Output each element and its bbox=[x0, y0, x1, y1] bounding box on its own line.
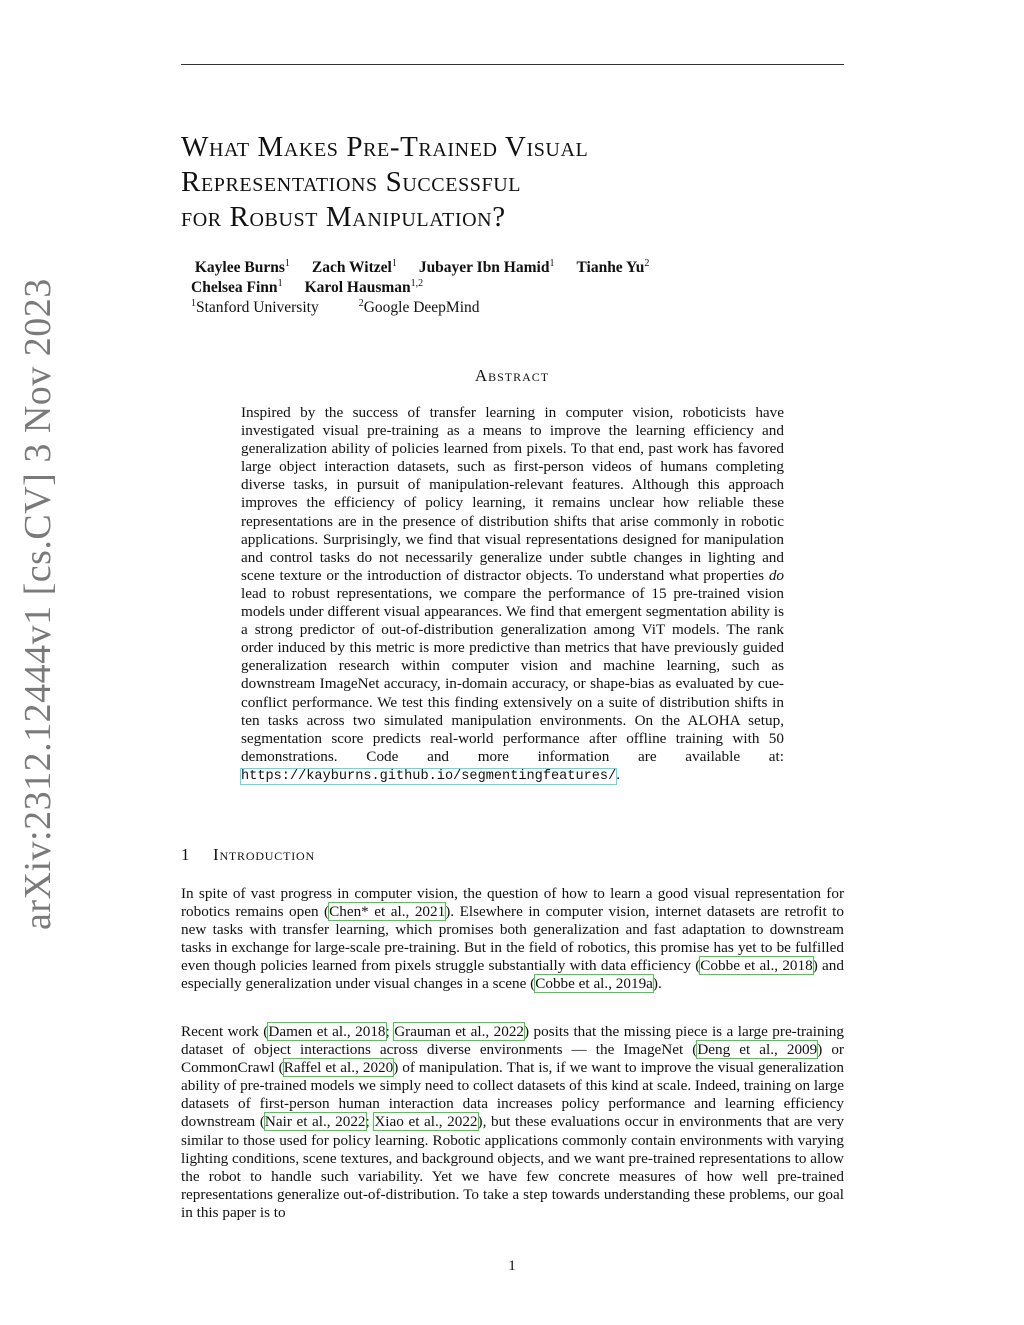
body-text: ) and especially generalization under visual changes in a scene ( bbox=[181, 957, 844, 993]
author-block bbox=[191, 258, 649, 318]
author-row bbox=[191, 258, 649, 278]
institution: Stanford University bbox=[196, 299, 319, 316]
citation-link[interactable]: Grauman et al., 2022 bbox=[394, 1023, 525, 1040]
body-text: ), but these evaluations occur in environments that are very similar to those used for policy learning. Robotic applications commonly contain environments with varying lighting conditions, scene textures, and background objects, and we want pre-trained representations to allow the robot to handle such variability. Yet we have few concrete measures of how well pre-trained representations generalize out-of-distribution. To take a step towards understanding these problems, our goal in this paper is to bbox=[181, 1113, 844, 1221]
affiliation-mark: 1 bbox=[277, 278, 283, 289]
abstract-text: Inspired by the success of transfer learning in computer vision, roboticists have investigated visual pre-training as a means to improve the learning efficiency and generalization ability of policies learned from pixels. To that end, past work has favored large object interaction datasets, such as first-person videos of humans completing diverse tasks, in pursuit of manipulation-relevant features. Although this approach improves the efficiency of policy learning, it remains unclear how reliable these representations are in the presence of distribution shifts that arise commonly in robotic applications. Surprisingly, we find that visual representations designed for manipulation and control tasks do not necessarily generalize under subtle changes in lighting and scene texture or the introduction of distractor objects. To understand what properties bbox=[241, 404, 784, 584]
affiliation-mark: 1 bbox=[284, 258, 290, 269]
author-row bbox=[191, 278, 649, 298]
body-text: In spite of vast progress in computer vision, the question of how to learn a good visual representation for robotics remains open ( bbox=[181, 885, 844, 921]
project-url-link[interactable]: https://kayburns.github.io/segmentingfeatures/ bbox=[241, 768, 617, 784]
affiliation-mark: 2 bbox=[358, 298, 364, 309]
abstract-text: . bbox=[616, 765, 621, 783]
page-number: 1 bbox=[508, 1258, 516, 1274]
affiliation-mark: 1 bbox=[549, 258, 555, 269]
citation-link[interactable]: Chen* et al., 2021 bbox=[329, 903, 446, 921]
body-text: Recent work ( bbox=[181, 1023, 269, 1040]
affiliation-mark: 1 bbox=[391, 258, 397, 269]
body-text: ; bbox=[365, 1113, 375, 1131]
title-line: Representations Successful bbox=[181, 166, 522, 198]
body-text: ). bbox=[652, 975, 662, 993]
abstract-heading: Abstract bbox=[474, 366, 550, 385]
title-line: What Makes Pre-Trained Visual bbox=[181, 131, 589, 163]
author-name: Karol Hausman bbox=[304, 279, 411, 296]
body-text: ) posits that the missing piece is a large pre-training dataset of object interactions across diverse environments — the ImageNet ( bbox=[181, 1023, 844, 1059]
affiliation-mark: 1 bbox=[191, 298, 196, 309]
section-heading bbox=[181, 845, 315, 865]
paragraph bbox=[181, 1023, 844, 1222]
author-name: Tianhe Yu bbox=[576, 259, 645, 276]
author-name: Zach Witzel bbox=[311, 259, 392, 276]
author-name: Chelsea Finn bbox=[191, 279, 278, 296]
body-text: ) or CommonCrawl ( bbox=[181, 1041, 844, 1077]
affiliation-mark: 2 bbox=[644, 258, 650, 269]
section-number: 1 bbox=[181, 845, 190, 864]
citation-link[interactable]: Nair et al., 2022 bbox=[264, 1113, 366, 1131]
body-text: ; bbox=[385, 1023, 395, 1040]
institution: Google DeepMind bbox=[363, 299, 480, 316]
abstract-body bbox=[241, 404, 784, 786]
citation-link[interactable]: Deng et al., 2009 bbox=[697, 1041, 818, 1059]
paper-title bbox=[181, 130, 831, 235]
abstract-text: lead to robust representations, we compare the performance of 15 pre-trained vision models under different visual appearances. We find that emergent segmentation ability is a strong predictor of out-of-distribution generalization among ViT models. The rank order induced by this metric is more predictive than metrics that have previously guided generalization research within computer vision and machine learning, such as downstream ImageNet accuracy, in-domain accuracy, or shape-bias as evaluated by cue-conflict performance. We test this finding extensively on a suite of distribution shifts in ten tasks across two simulated manipulation environments. On the ALOHA setup, segmentation score predicts real-world performance after offline training with 50 demonstrations. Code and more information are available at: bbox=[241, 584, 784, 765]
citation-link[interactable]: Raffel et al., 2020 bbox=[283, 1059, 394, 1077]
citation-link[interactable]: Damen et al., 2018 bbox=[268, 1023, 386, 1040]
top-rule bbox=[181, 64, 844, 65]
affiliation-mark: 1,2 bbox=[410, 278, 424, 289]
body-text: ) of manipulation. That is, if we want to improve the visual generalization ability of pre-trained models we simply need to collect datasets of this kind at scale. Indeed, training on large datasets of first-person human interaction data increases policy performance and learning efficiency downstream ( bbox=[181, 1059, 844, 1131]
abstract-emphasis: do bbox=[768, 566, 784, 584]
section-title: Introduction bbox=[213, 845, 315, 864]
author-name: Jubayer Ibn Hamid bbox=[418, 259, 550, 276]
arxiv-identifier[interactable]: arXiv:2312.12444v1 [cs.CV] 3 Nov 2023 bbox=[17, 278, 59, 930]
body-text: ). Elsewhere in computer vision, internet datasets are retrofit to new tasks with transfer learning, which promises both generalization and fast adaptation to downstream tasks in exchange for large-scale pre-training. But in the field of robotics, this promise has yet to be fulfilled even though policies learned from pixels struggle substantially with data efficiency ( bbox=[181, 903, 844, 975]
author-name: Kaylee Burns bbox=[194, 259, 285, 276]
citation-link[interactable]: Xiao et al., 2022 bbox=[374, 1113, 478, 1131]
title-line: for Robust Manipulation? bbox=[181, 201, 506, 233]
citation-link[interactable]: Cobbe et al., 2018 bbox=[700, 957, 813, 975]
paragraph bbox=[181, 885, 844, 994]
affiliation-row bbox=[191, 298, 649, 318]
citation-link[interactable]: Cobbe et al., 2019a bbox=[535, 975, 653, 993]
